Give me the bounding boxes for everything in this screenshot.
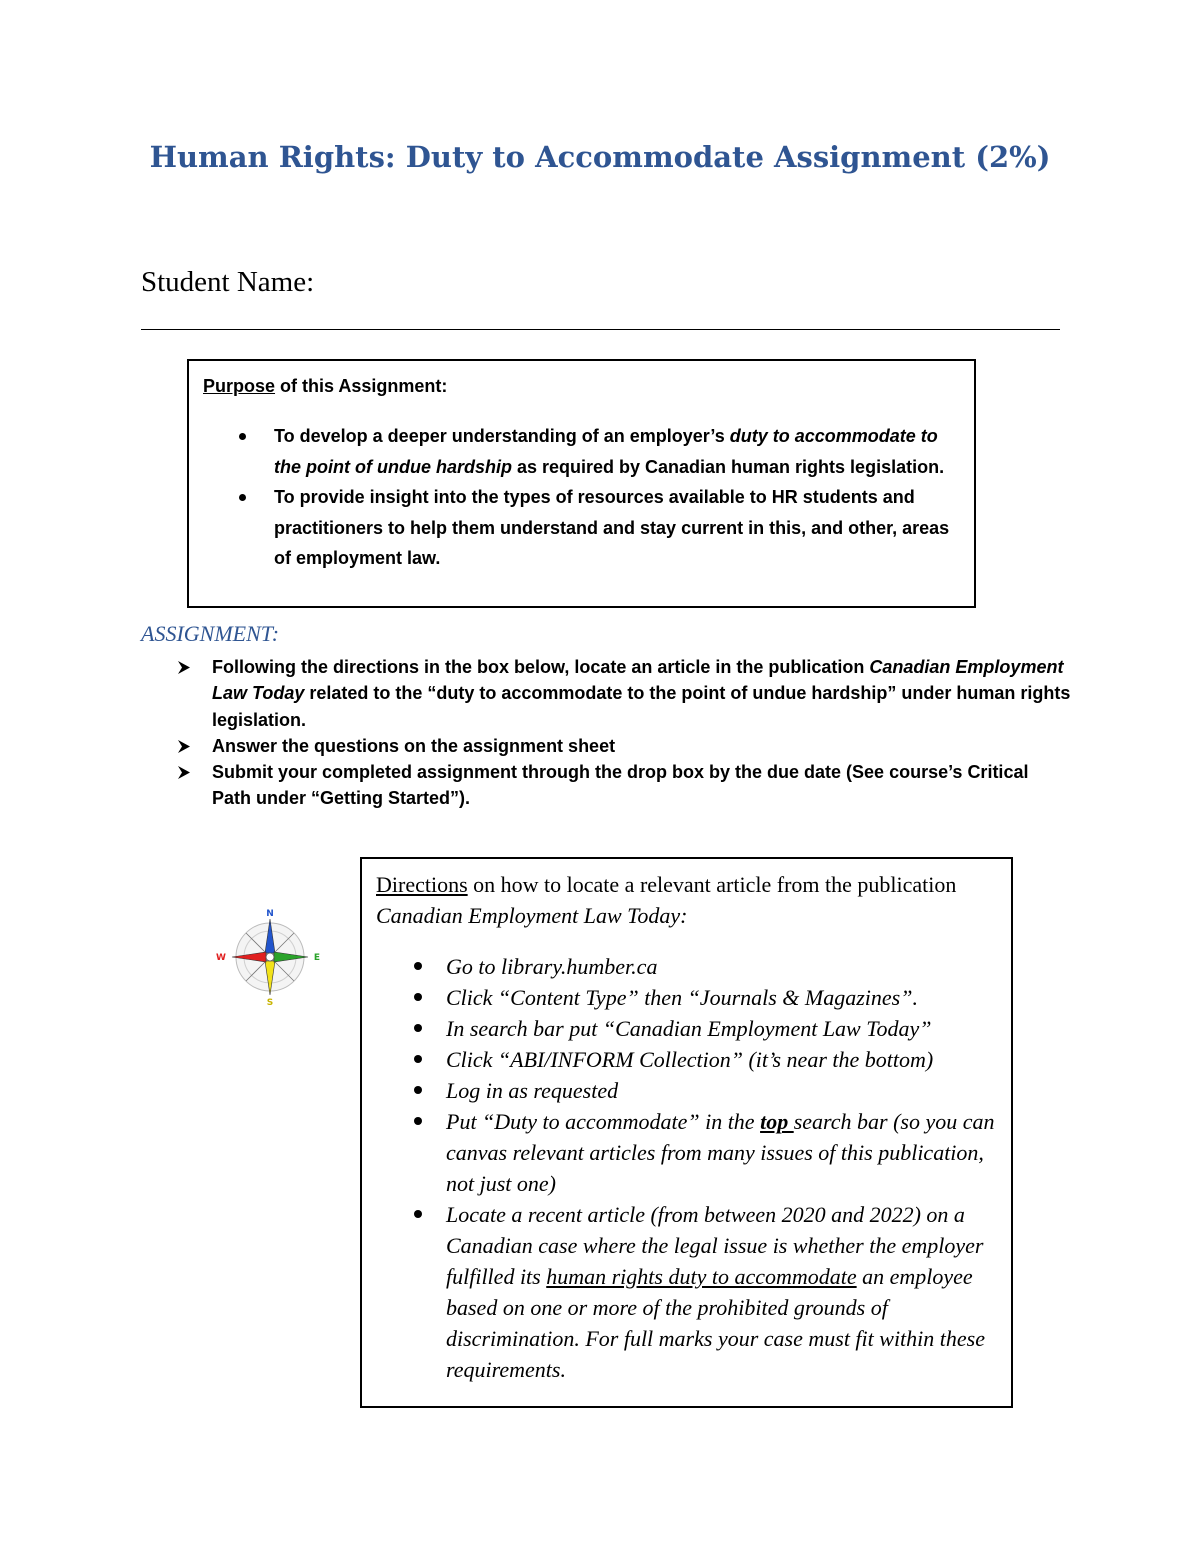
purpose-box [187, 359, 976, 608]
purpose-heading-underlined: Purpose [203, 376, 276, 396]
directions-step-text: Locate a recent article (from between 2020 and 2022) on a Canadian case where the legal issue is whether the employer fulfilled its [446, 1202, 984, 1289]
directions-intro-italic: Canadian Employment Law Today: [376, 903, 688, 928]
purpose-bullet-italic: duty to accommodate to the point of undue hardship [274, 426, 938, 477]
purpose-bullet-text: as required by Canadian human rights legislation. [511, 456, 945, 477]
arrow-bullet-icon [177, 759, 193, 780]
directions-step: Click “Content Type” then “Journals & Magazines”. [376, 982, 997, 1013]
assignment-list [141, 654, 1071, 812]
directions-step: Click “ABI/INFORM Collection” (it’s near the bottom) [376, 1044, 997, 1075]
directions-list [376, 951, 997, 1385]
assignment-item [141, 733, 1071, 759]
purpose-bullet-text: To provide insight into the types of resources available to HR students and practitioners to help them understand and stay current in this, and other, areas of employment law. [274, 487, 950, 568]
arrow-bullet-icon [177, 733, 193, 754]
directions-step-text: an employee based on one or more of the prohibited grounds of discrimination. For full marks your case must fit within these requirements. [446, 1264, 985, 1382]
compass-north-label: N [266, 909, 274, 919]
directions-box [360, 857, 1013, 1408]
compass-south-label: S [266, 998, 274, 1007]
directions-step [376, 1199, 997, 1385]
assignment-heading: ASSIGNMENT: [141, 621, 280, 646]
assignment-item-text: related to the “duty to accommodate to the point of undue hardship” under human rights legislation. [212, 683, 1071, 730]
assignment-item [141, 654, 1071, 733]
purpose-bullet-text: To develop a deeper understanding of an employer’s [274, 426, 730, 446]
directions-step [376, 1106, 997, 1199]
arrow-bullet-icon [177, 654, 193, 675]
purpose-heading [203, 373, 960, 399]
assignment-item-text: Answer the questions on the assignment sheet [212, 735, 616, 756]
compass-west-label: W [216, 953, 226, 963]
directions-step: Log in as requested [376, 1075, 997, 1106]
purpose-heading-rest: of this Assignment: [275, 376, 448, 396]
directions-intro-text: on how to locate a relevant article from the publication [467, 872, 957, 897]
purpose-list [203, 421, 960, 574]
document-title: Human Rights: Duty to Accommodate Assignment (2%) [149, 140, 1051, 174]
directions-intro-underlined: Directions [376, 872, 468, 897]
directions-step-text: search bar (so you can canvas relevant articles from many issues of this publication, not just one) [446, 1109, 995, 1196]
directions-step-underlined: human rights duty to accommodate [546, 1264, 857, 1289]
directions-step: In search bar put “Canadian Employment Law Today” [376, 1013, 997, 1044]
assignment-item [141, 759, 1071, 812]
directions-step-emphasis: top [760, 1109, 794, 1134]
assignment-item-text: Following the directions in the box below, locate an article in the publication [212, 657, 870, 677]
student-name-line[interactable] [141, 329, 1060, 330]
purpose-bullet [203, 482, 960, 574]
assignment-item-text: Submit your completed assignment through the drop box by the due date (See course’s Critical Path under “Getting Started”). [212, 762, 1029, 809]
directions-intro [376, 869, 997, 931]
compass-east-label: E [313, 953, 321, 963]
assignment-item-italic: Canadian Employment Law Today [212, 657, 1064, 704]
directions-step: Go to library.humber.ca [376, 951, 997, 982]
directions-step-text: Put “Duty to accommodate” in the [446, 1109, 761, 1134]
compass-icon [210, 907, 325, 1007]
purpose-bullet [203, 421, 960, 482]
student-name-label: Student Name: [141, 266, 315, 298]
